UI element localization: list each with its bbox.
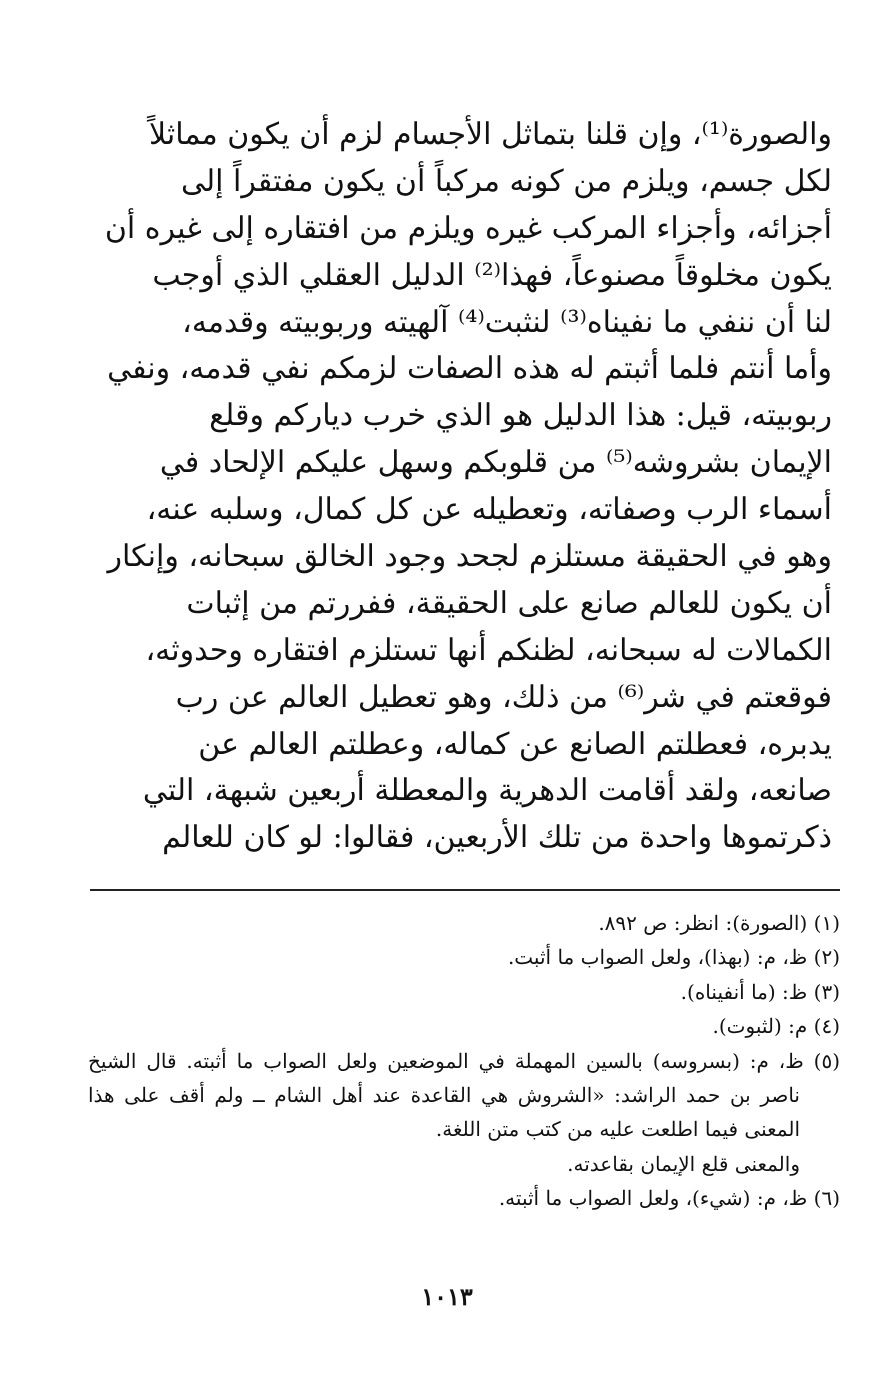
main-text-line: وأما أنتم فلما أثبتم له هذه الصفات لزمكم نفي قدمه، ونفي [107, 351, 832, 387]
main-text-block [104, 112, 832, 862]
main-text-line: يكون مخلوقاً مصنوعاً، فهذا⁽²⁾ الدليل العقلي الذي أوجب [152, 257, 832, 293]
footnotes-block [88, 906, 840, 1216]
footnote-5-continuation: المعنى فيما اطلعت عليه من كتب متن اللغة. [435, 1117, 800, 1142]
footnote-5-continuation: والمعنى قلع الإيمان بقاعدته. [567, 1151, 800, 1176]
page-number: ١٠١٣ [421, 1282, 473, 1311]
main-text-line: فوقعتم في شر⁽⁶⁾ من ذلك، وهو تعطيل العالم عن رب [175, 679, 832, 715]
footnote-separator [90, 889, 840, 891]
main-text-line: وهو في الحقيقة مستلزم لجحد وجود الخالق سبحانه، وإنكار [107, 539, 832, 575]
main-text-line: ذكرتموها واحدة من تلك الأربعين، فقالوا: لو كان للعالم [162, 820, 832, 856]
main-text-line: لكل جسم، ويلزم من كونه مركباً أن يكون مفتقراً إلى [181, 163, 832, 199]
main-text-line: أن يكون للعالم صانع على الحقيقة، ففررتم من إثبات [186, 585, 832, 621]
main-text-line: لنا أن ننفي ما نفيناه⁽³⁾ لنثبت⁽⁴⁾ آلهيته وربوبيته وقدمه، [182, 304, 832, 340]
main-text-line: أجزائه، وأجزاء المركب غيره ويلزم من افتقاره إلى غيره أن [104, 210, 832, 246]
footnote-2: (٢) ظ، م: (بهذا)، ولعل الصواب ما أثبت. [507, 945, 840, 970]
main-text-line: أسماء الرب وصفاته، وتعطيله عن كل كمال، وسلبه عنه، [146, 492, 832, 528]
main-text-line: والصورة⁽¹⁾، وإن قلنا بتماثل الأجسام لزم أن يكون مماثلاً [148, 117, 832, 152]
main-text-line: الإيمان بشروشه⁽⁵⁾ من قلوبكم وسهل عليكم الإلحاد في [159, 445, 832, 481]
footnote-1: (١) (الصورة): انظر: ص ٨٩٢. [598, 911, 840, 935]
main-text-line: صانعه، ولقد أقامت الدهرية والمعطلة أربعين شبهة، التي [142, 773, 832, 809]
main-text-line: ربوبيته، قيل: هذا الدليل هو الذي خرب دياركم وقلع [209, 398, 832, 434]
footnote-5-continuation: ناصر بن حمد الراشد: «الشروش هي القاعدة عند أهل الشام ــ ولم أقف على هذا [88, 1082, 800, 1107]
main-text-line: الكمالات له سبحانه، لظنكم أنها تستلزم افتقاره وحدوثه، [145, 632, 832, 668]
main-text-line: يدبره، فعطلتم الصانع عن كماله، وعطلتم العالم عن [198, 726, 832, 762]
footnote-4: (٤) م: (لثبوت). [712, 1014, 840, 1039]
footnote-6: (٦) ظ، م: (شيء)، ولعل الصواب ما أثبته. [498, 1186, 840, 1211]
footnote-5: (٥) ظ، م: (بسروسه) بالسين المهملة في الموضعين ولعل الصواب ما أثبته. قال الشيخ [88, 1048, 840, 1073]
footnote-3: (٣) ظ: (ما أنفيناه). [680, 979, 840, 1004]
